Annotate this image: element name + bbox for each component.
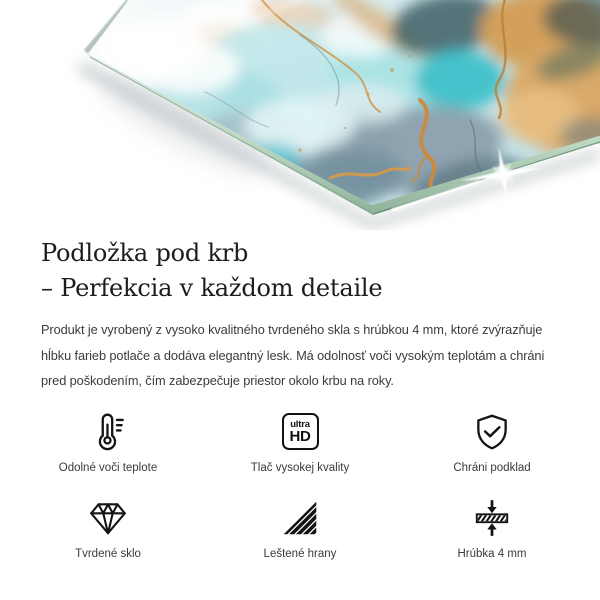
feature-label: Odolné voči teplote bbox=[58, 461, 158, 474]
feature-label: Tvrdené sklo bbox=[75, 547, 141, 560]
glass-panel-illustration bbox=[0, 0, 600, 230]
diamond-icon bbox=[85, 495, 131, 541]
feature-label: Leštené hrany bbox=[263, 547, 337, 560]
product-photo bbox=[0, 0, 600, 230]
polished-edges-icon bbox=[277, 495, 323, 541]
product-description: Produkt je vyrobený z vysoko kvalitného tvrdeného skla s hrúbkou 4 mm, ktoré zvýrazňuje hĺbku farieb potlače a dodáva elegantný lesk. Má odolnosť voči vysokým teplotám a chráni pred poškodením, čím zabezpečuje priestor okolo krbu na roky. bbox=[41, 322, 545, 388]
title-line-2: – Perfekcia v každom detaile bbox=[41, 274, 383, 302]
shield-check-icon bbox=[469, 409, 515, 455]
feature-label: Hrúbka 4 mm bbox=[457, 547, 527, 560]
feature-item-protects-surface bbox=[396, 409, 588, 475]
feature-grid bbox=[0, 409, 600, 561]
thermometer-icon bbox=[85, 409, 131, 455]
feature-item-polished-edges bbox=[204, 495, 396, 561]
feature-item-thickness bbox=[396, 495, 588, 561]
feature-label: Tlač vysokej kvality bbox=[250, 461, 350, 474]
feature-item-print-quality bbox=[204, 409, 396, 475]
page-title bbox=[0, 236, 600, 306]
ultra-hd-icon bbox=[277, 409, 323, 455]
ultra-hd-badge-text-top: ultra bbox=[290, 418, 310, 430]
feature-item-heat-resistant bbox=[12, 409, 204, 475]
title-line-1: Podložka pod krb bbox=[41, 239, 249, 267]
thickness-icon bbox=[469, 495, 515, 541]
feature-label: Chráni podklad bbox=[453, 461, 531, 474]
feature-item-tempered-glass bbox=[12, 495, 204, 561]
ultra-hd-badge-text-bottom: HD bbox=[289, 427, 311, 445]
